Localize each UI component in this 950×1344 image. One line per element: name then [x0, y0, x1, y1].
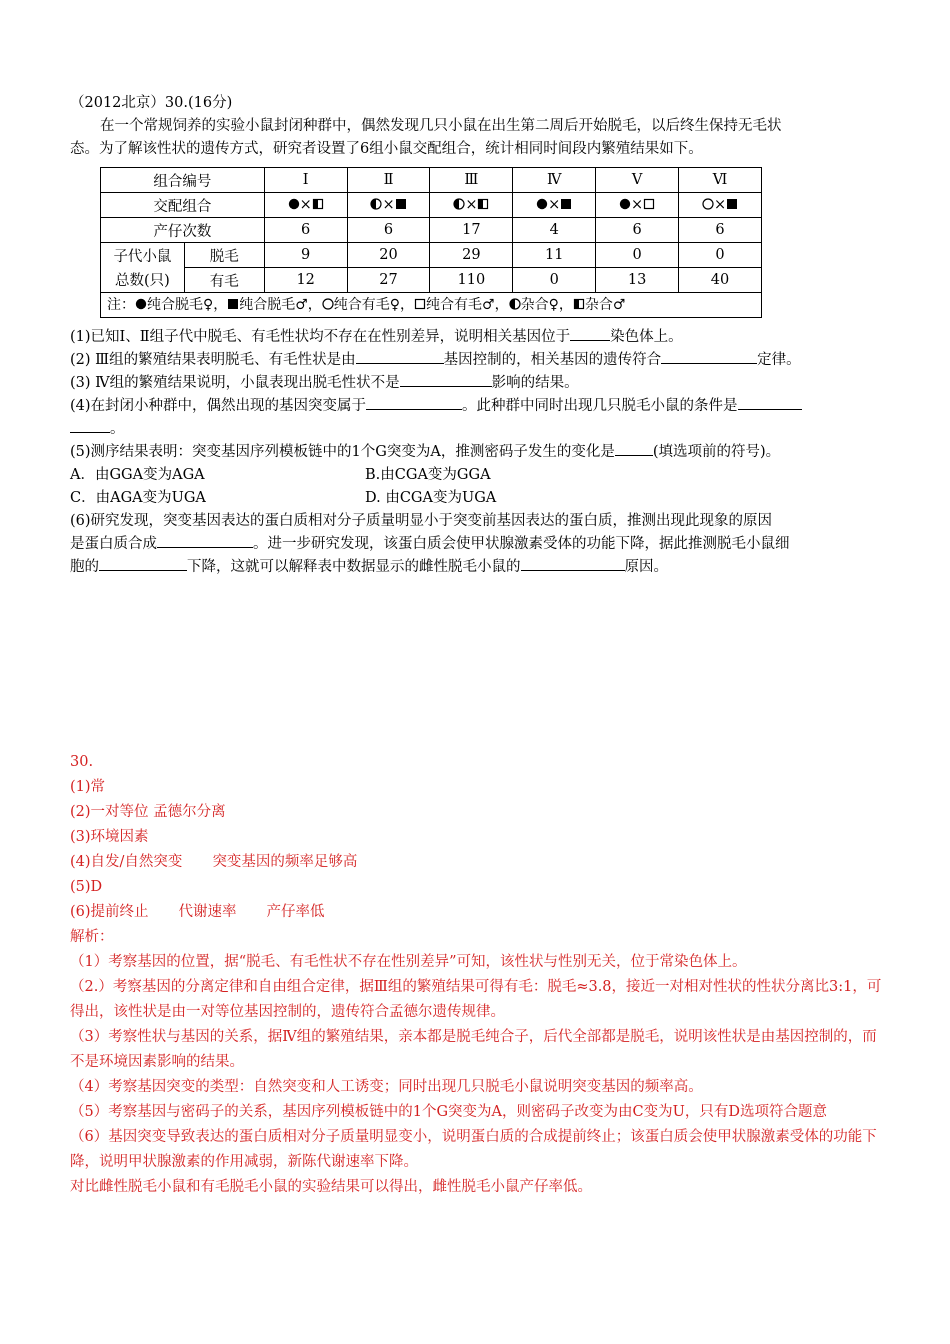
mating-cell: × [430, 193, 513, 218]
filled-square-icon [395, 198, 407, 210]
explanation-7: 对比雌性脱毛小鼠和有毛脱毛小鼠的实验结果可以得出，雌性脱毛小鼠产仔率低。 [70, 1179, 592, 1195]
table-cell: 9 [264, 243, 347, 268]
open-square-icon [643, 198, 655, 210]
table-row [101, 268, 762, 293]
question-6: (6)研究发现，突变基因表达的蛋白质相对分子质量明显小于突变前基因表达的蛋白质，推测出现此现象的原因 [70, 513, 773, 529]
option-b: B.由CGA变为GGA [365, 467, 491, 483]
table-cell: 17 [430, 218, 513, 243]
intro-line-2: 态。为了解该性状的遗传方式，研究者设置了6组小鼠交配组合，统计相同时间段内繁殖结果如下。 [70, 141, 703, 157]
explanation-6: （6）基因突变导致表达的蛋白质相对分子质量明显变小，说明蛋白质的合成提前终止；该蛋白质会使甲状腺激素受体的功能下降，说明甲状腺激素的作用减弱，新陈代谢速率下降。 [70, 1129, 877, 1170]
answer-4: (4)自发/自然突变 突变基因的频率足够高 [70, 854, 358, 870]
answer-1: (1)常 [70, 779, 106, 795]
row-label-mating: 交配组合 [101, 193, 265, 218]
explanation-3: （3）考察性状与基因的关系，据Ⅳ组的繁殖结果，亲本都是脱毛纯合子，后代全部都是脱毛，说明该性状是由基因控制的，而不是环境因素影响的结果。 [70, 1029, 877, 1070]
answer-number: 30. [70, 754, 94, 770]
answer-3: (3)环境因素 [70, 829, 149, 845]
table-row [101, 218, 762, 243]
row-label-total: 总数(只) [101, 268, 185, 293]
answer-blank[interactable] [99, 556, 187, 571]
options-row-1 [70, 464, 890, 487]
half-circle-icon [453, 198, 465, 210]
table-cell: 6 [679, 218, 762, 243]
answer-6: (6)提前终止 代谢速率 产仔率低 [70, 904, 325, 920]
question-1: (1)已知Ⅰ、Ⅱ组子代中脱毛、有毛性状均不存在在性别差异，说明相关基因位于 染色体上。 [70, 326, 890, 349]
group-label: Ⅴ [596, 168, 679, 193]
table-cell: 11 [513, 243, 596, 268]
group-label: Ⅵ [679, 168, 762, 193]
table-cell: 0 [679, 243, 762, 268]
filled-circle-icon [135, 298, 147, 310]
table-cell: 29 [430, 243, 513, 268]
option-c: C．由AGA变为UGA [70, 490, 206, 506]
mating-cell: × [596, 193, 679, 218]
question-3: (3) Ⅳ组的繁殖结果说明，小鼠表现出脱毛性状不是 影响的结果。 [70, 372, 890, 395]
table-cell: 4 [513, 218, 596, 243]
table-cell: 12 [264, 268, 347, 293]
half-square-icon [573, 298, 585, 310]
row-label-haired: 有毛 [184, 268, 264, 293]
question-4-cont: 。 [70, 418, 890, 441]
answer-blank[interactable] [356, 349, 444, 364]
half-square-icon [477, 198, 489, 210]
answer-blank[interactable] [570, 326, 610, 341]
table-cell: 0 [513, 268, 596, 293]
explanation-4: （4）考察基因突变的类型：自然突变和人工诱变；同时出现几只脱毛小鼠说明突变基因的频率高。 [70, 1079, 703, 1095]
explanation-1: （1）考察基因的位置，据“脱毛、有毛性状不存在性别差异”可知，该性状与性别无关，位于常染色体上。 [70, 954, 747, 970]
table-cell: 6 [596, 218, 679, 243]
half-circle-icon [370, 198, 382, 210]
group-label: Ⅳ [513, 168, 596, 193]
explanation-2: （2.）考察基因的分离定律和自由组合定律，据Ⅲ组的繁殖结果可得有毛：脱毛≈3.8，接近一对相对性状的性状分离比3:1，可得出，该性状是由一对等位基因控制的，遗传符合孟德尔遗传规律。 [70, 979, 882, 1020]
open-circle-icon [702, 198, 714, 210]
row-label-offspring: 子代小鼠 [101, 243, 185, 268]
answer-section [70, 750, 890, 1200]
breeding-table [100, 167, 762, 318]
mating-cell: × [679, 193, 762, 218]
row-label-births: 产仔次数 [101, 218, 265, 243]
options-row-2 [70, 487, 890, 510]
group-label: Ⅱ [347, 168, 430, 193]
answer-blank[interactable] [521, 556, 625, 571]
question-6-line-2: 是蛋白质合成 。进一步研究发现，该蛋白质会使甲状腺激素受体的功能下降，据此推测脱毛小鼠细 [70, 533, 890, 556]
explanation-label: 解析： [70, 929, 114, 945]
filled-square-icon [227, 298, 239, 310]
table-cell: 13 [596, 268, 679, 293]
table-cell: 110 [430, 268, 513, 293]
question-header: （2012北京）30.(16分) [70, 95, 233, 111]
table-row [101, 168, 762, 193]
row-label-hairless: 脱毛 [184, 243, 264, 268]
table-row [101, 243, 762, 268]
table-cell: 20 [347, 243, 430, 268]
open-circle-icon [322, 298, 334, 310]
option-a: A．由GGA变为AGA [70, 467, 205, 483]
filled-circle-icon [288, 198, 300, 210]
question-4: (4)在封闭小种群中，偶然出现的基因突变属于 。此种群中同时出现几只脱毛小鼠的条件是 [70, 395, 890, 418]
filled-circle-icon [536, 198, 548, 210]
mating-cell: × [513, 193, 596, 218]
question-section [70, 92, 890, 579]
intro-line-1: 在一个常规饲养的实验小鼠封闭种群中，偶然发现几只小鼠在出生第二周后开始脱毛，以后终生保持无毛状 [100, 118, 782, 134]
answer-5: (5)D [70, 879, 103, 895]
col-header: 组合编号 [101, 168, 265, 193]
table-row [101, 193, 762, 218]
group-label: Ⅰ [264, 168, 347, 193]
answer-blank[interactable] [615, 441, 653, 456]
answer-2: (2)一对等位 孟德尔分离 [70, 804, 226, 820]
answer-blank[interactable] [661, 349, 757, 364]
filled-square-icon [560, 198, 572, 210]
half-square-icon [312, 198, 324, 210]
group-label: Ⅲ [430, 168, 513, 193]
mating-cell: × [347, 193, 430, 218]
table-cell: 6 [264, 218, 347, 243]
table-cell: 40 [679, 268, 762, 293]
table-cell: 0 [596, 243, 679, 268]
answer-blank[interactable] [366, 395, 462, 410]
explanation-5: （5）考察基因与密码子的关系，基因序列模板链中的1个G突变为A，则密码子改变为由C变为U，只有D选项符合题意 [70, 1104, 827, 1120]
question-6-line-3: 胞的 下降，这就可以解释表中数据显示的雌性脱毛小鼠的 原因。 [70, 556, 890, 579]
question-2: (2) Ⅲ组的繁殖结果表明脱毛、有毛性状是由 基因控制的，相关基因的遗传符合 定律。 [70, 349, 890, 372]
answer-blank[interactable] [738, 395, 802, 410]
option-d: D. 由CGA变为UGA [365, 490, 497, 506]
half-circle-icon [509, 298, 521, 310]
table-note: 注： 纯合脱毛♀， 纯合脱毛♂， 纯合有毛♀， 纯合有毛♂， 杂合♀， 杂合♂ [100, 293, 762, 318]
answer-blank[interactable] [70, 418, 110, 433]
open-square-icon [414, 298, 426, 310]
table-cell: 27 [347, 268, 430, 293]
filled-circle-icon [619, 198, 631, 210]
table-cell: 6 [347, 218, 430, 243]
question-5: (5)测序结果表明：突变基因序列模板链中的1个G突变为A，推测密码子发生的变化是 (填选项前的符号)。 [70, 441, 890, 464]
filled-square-icon [726, 198, 738, 210]
answer-blank[interactable] [157, 533, 253, 548]
mating-cell: × [264, 193, 347, 218]
answer-blank[interactable] [400, 372, 492, 387]
